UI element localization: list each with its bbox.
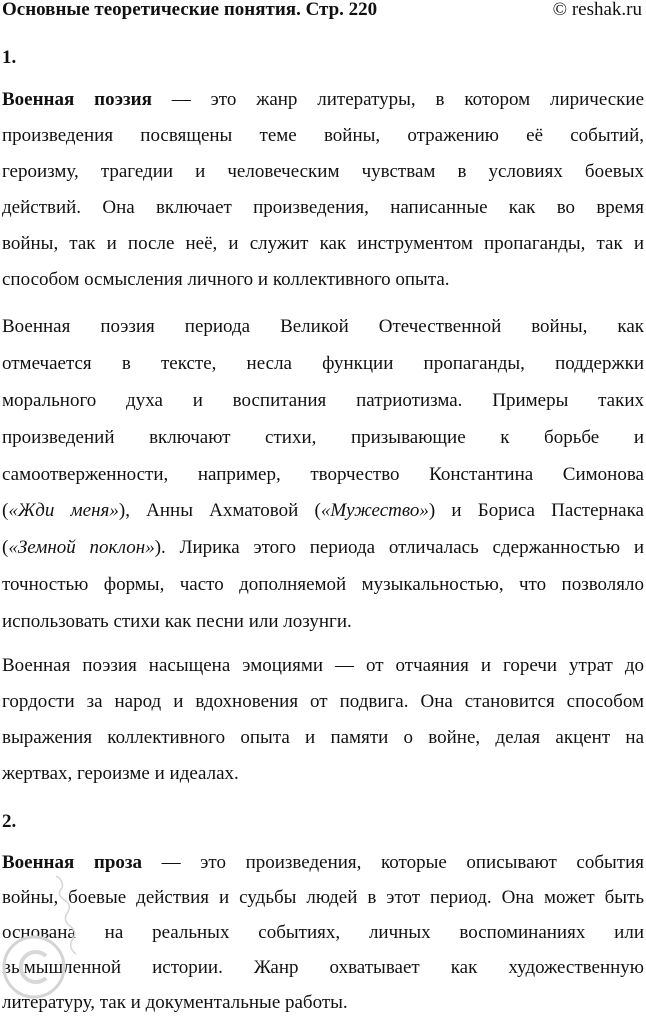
title-italic: «Жди меня» bbox=[8, 500, 119, 522]
paragraph-wwii-poetry bbox=[2, 309, 644, 641]
section-number-1: 1. bbox=[2, 47, 17, 68]
text-segment: войны, боевые действия и судьбы людей в этот период. Она может быть bbox=[2, 887, 644, 908]
text-line bbox=[2, 457, 644, 494]
text-segment: — это произведения, которые описывают события bbox=[142, 852, 644, 873]
text-line bbox=[2, 567, 644, 604]
page-title: Основные теоретические понятия. Стр. 220 bbox=[2, 0, 378, 20]
paragraph-poetry-emotions bbox=[2, 648, 644, 792]
text-segment: — это жанр литературы, в котором лирические bbox=[151, 89, 644, 110]
text-line bbox=[2, 985, 644, 1020]
source-label: © reshak.ru bbox=[552, 0, 642, 20]
text-segment: вымышленной истории. Жанр охватывает как художественную bbox=[2, 957, 644, 978]
title-italic: «Земной поклон» bbox=[8, 537, 155, 559]
text-line bbox=[2, 756, 644, 792]
text-line bbox=[2, 82, 644, 118]
text-segment: точностью формы, часто дополняемой музыкальностью, что позволяло bbox=[2, 574, 644, 596]
text-segment: ( bbox=[2, 500, 9, 522]
text-line bbox=[2, 118, 644, 154]
text-segment: Военная поэзия периода Великой Отечественной войны, как bbox=[2, 316, 644, 337]
text-segment: выражения коллективного опыта и памяти о войне, делая акцент на bbox=[2, 727, 644, 748]
text-line bbox=[2, 154, 644, 190]
text-line bbox=[2, 262, 644, 298]
text-line bbox=[2, 420, 644, 457]
paragraph-military-poetry-definition bbox=[2, 82, 644, 298]
text-line bbox=[2, 604, 644, 641]
text-line bbox=[2, 226, 644, 262]
text-line bbox=[2, 383, 644, 420]
text-segment: ). Лирика этого периода отличалась сдержанностью и bbox=[154, 537, 644, 559]
text-line bbox=[2, 684, 644, 720]
text-segment: самоотверженности, например, творчество Константина Симонова bbox=[2, 463, 644, 485]
text-line bbox=[2, 346, 644, 383]
text-segment: отмечается в тексте, несла функции пропаганды, поддержки bbox=[2, 352, 644, 374]
text-line bbox=[2, 190, 644, 226]
term-bold: Военная поэзия bbox=[2, 89, 152, 110]
title-italic: «Мужество» bbox=[320, 500, 429, 522]
text-segment: гордости за народ и вдохновения от подвига. Она становится способом bbox=[2, 691, 644, 712]
text-line bbox=[2, 720, 644, 756]
text-segment: Военная поэзия насыщена эмоциями — от отчаяния и горечи утрат до bbox=[2, 655, 644, 676]
text-segment: произведения посвящены теме войны, отражению её событий, bbox=[2, 125, 644, 146]
paragraph-military-prose-definition bbox=[2, 845, 644, 1020]
text-line bbox=[2, 493, 644, 530]
text-segment: ( bbox=[2, 537, 9, 559]
text-segment: героизму, трагедии и человеческим чувствам в условиях боевых bbox=[2, 161, 644, 182]
text-line bbox=[2, 530, 644, 567]
text-segment: литературу, так и документальные работы. bbox=[2, 992, 348, 1013]
text-line bbox=[2, 915, 644, 950]
text-segment: действий. Она включает произведения, написанные как во время bbox=[2, 197, 644, 218]
section-number-2: 2. bbox=[2, 811, 17, 832]
text-segment: основана на реальных событиях, личных воспоминаниях или bbox=[2, 922, 644, 943]
text-segment: жертвах, героизме и идеалах. bbox=[2, 763, 239, 784]
text-line bbox=[2, 648, 644, 684]
text-segment: способом осмысления личного и коллективного опыта. bbox=[2, 269, 450, 290]
text-line bbox=[2, 845, 644, 880]
term-bold: Военная проза bbox=[2, 852, 143, 873]
text-segment: войны, так и после неё, и служит как инструментом пропаганды, так и bbox=[2, 233, 644, 254]
text-line bbox=[2, 950, 644, 985]
text-segment: морального духа и воспитания патриотизма. Примеры таких bbox=[2, 389, 644, 411]
text-segment: использовать стихи как песни или лозунги. bbox=[2, 611, 352, 633]
text-segment: ), Анны Ахматовой ( bbox=[118, 500, 321, 522]
text-segment: произведений включают стихи, призывающие к борьбе и bbox=[2, 426, 644, 448]
page-header bbox=[2, 0, 642, 28]
text-line bbox=[2, 309, 644, 346]
text-line bbox=[2, 880, 644, 915]
text-segment: ) и Бориса Пастернака bbox=[428, 500, 644, 522]
